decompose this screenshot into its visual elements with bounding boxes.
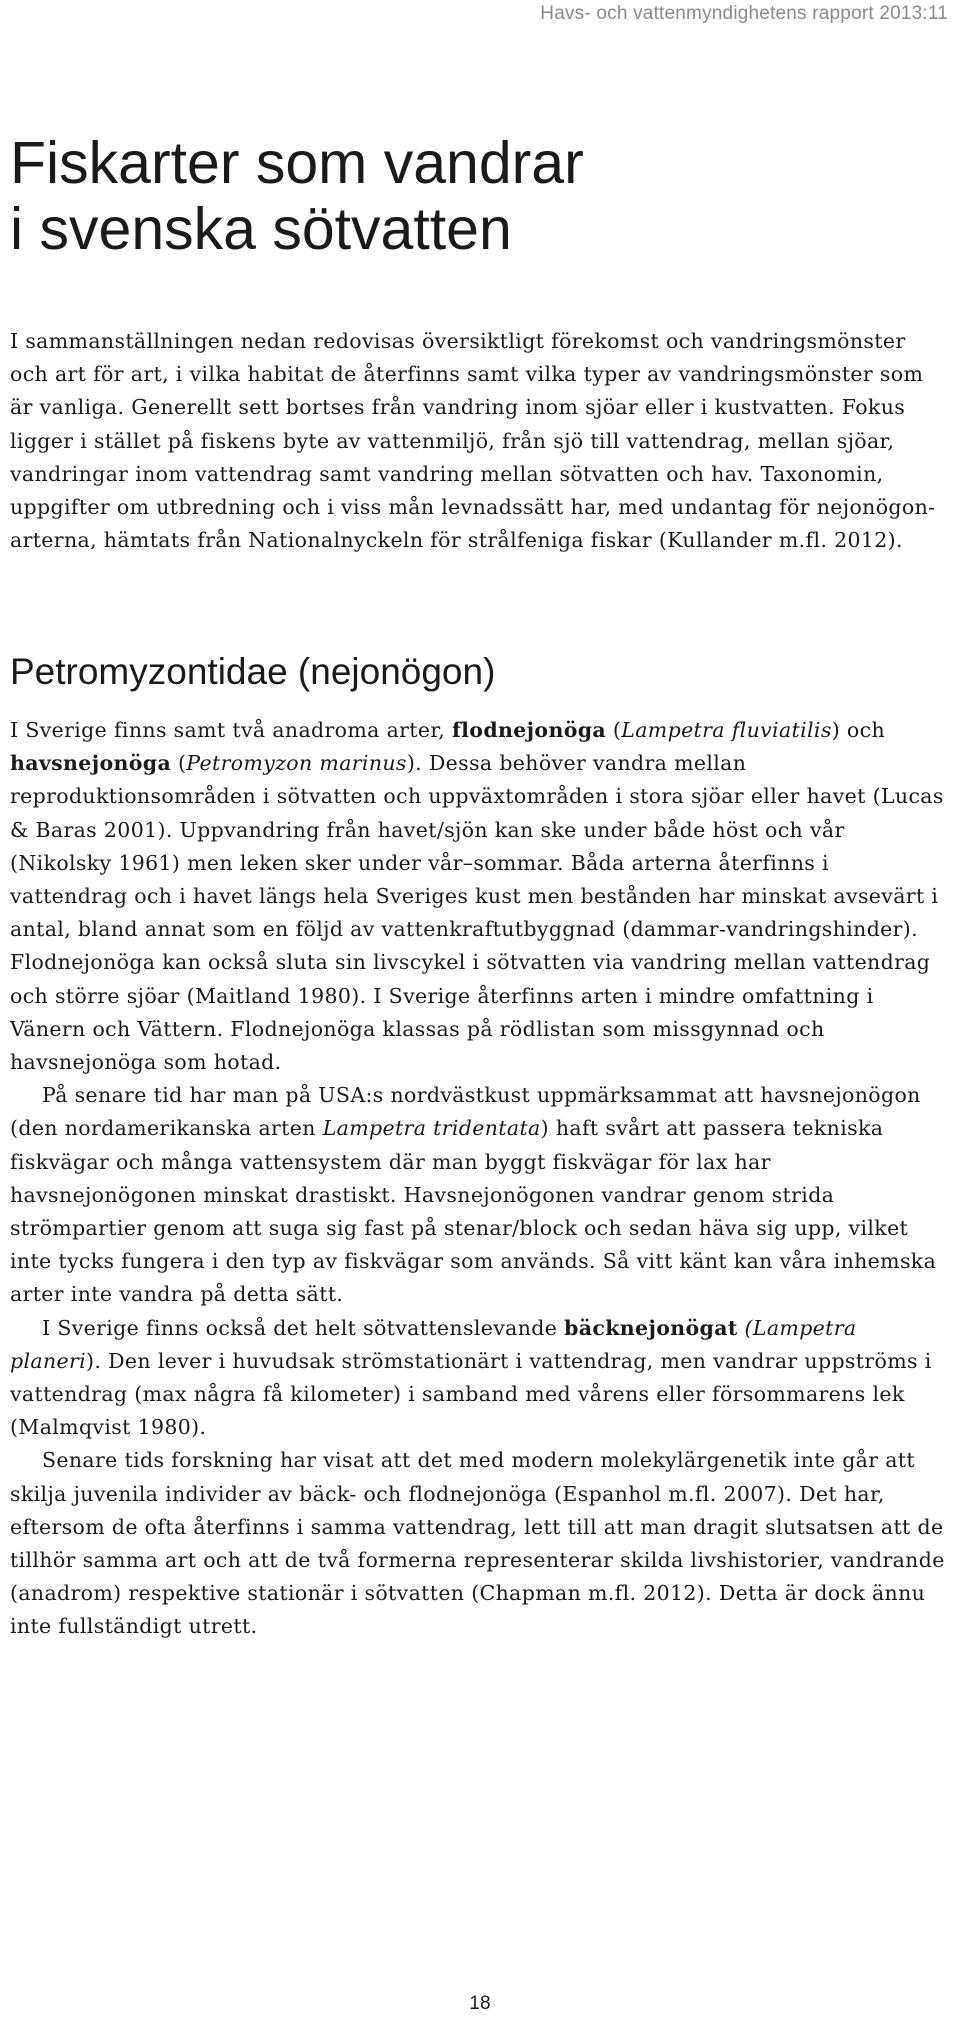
page-number: 18	[469, 1993, 491, 2014]
paragraph-3	[10, 1312, 945, 1445]
text-run: ). Den lever i huvudsak strömstationärt i vattendrag, men vandrar uppströms i vattendrag (max några få kilometer) i samband med vårens eller försommarens lek (Malmqvist 1980).	[10, 1348, 932, 1440]
section-body	[10, 714, 945, 1644]
paragraph-4: Senare tids forskning har visat att det med modern molekylärgenetik inte går att skilja juvenila individer av bäck- och flodnejonöga (Espanhol m.fl. 2007). Det har, eftersom de ofta återfinns i samma vattendrag, lett till att man dragit slutsatsen att de tillhör samma art och att de två formerna representerar skilda livshistorier, vandrande (anadrom) respektive stationär i sötvatten (Chapman m.fl. 2012). Detta är dock ännu inte fullständigt utrett.	[10, 1448, 945, 1639]
latin-name: Lampetra planeri	[10, 1315, 857, 1373]
text-run: ). Dessa behöver vandra mellan reproduktionsområden i sötvatten och uppväxtområden i stora sjöar eller havet (Lucas & Baras 2001). Uppvandring från havet/sjön kan ske under både höst och vår (Nikolsky 1961) men leken sker under vår–sommar. Båda arterna återfinns i vattendrag och i havet längs hela Sveriges kust men bestånden har minskat avsevärt i antal, bland annat som en följd av vattenkraftutbyggnad (dammar-vandringshinder). Flodnejonöga kan också sluta sin livscykel i sötvatten via vandring mellan vattendrag och större sjöar (Maitland 1980). I Sverige återfinns arten i mindre omfattning i Vänern och Vättern. Flodnejonöga klassas på rödlistan som missgynnad och havsnejonöga som hotad.	[10, 751, 944, 1075]
running-header: Havs- och vattenmyndighetens rapport 2013:11	[540, 3, 948, 24]
species-name-bold: havsnejonöga	[10, 751, 172, 776]
chapter-title	[10, 130, 910, 262]
text-run: (	[171, 751, 187, 776]
text-run: I Sverige finns samt två anadroma arter,	[10, 718, 452, 742]
text-run: (	[606, 718, 622, 742]
chapter-title-line-1: Fiskarter som vandrar	[10, 130, 584, 196]
latin-name: Lampetra fluviatilis	[621, 718, 832, 742]
latin-name: Lampetra tridentata	[322, 1116, 541, 1141]
section-heading: Petromyzontidae (nejonögon)	[10, 651, 496, 692]
paragraph-1	[10, 714, 945, 1079]
species-name-bold: flodnejonöga	[452, 718, 607, 742]
latin-name: Petromyzon marinus	[186, 751, 407, 776]
species-name-bold: bäcknejonögat	[564, 1315, 738, 1340]
intro-paragraph: I sammanställningen nedan redovisas översiktligt förekomst och vandringsmönster och art för art, i vilka habitat de återfinns samt vilka typer av vandringsmönster som är vanliga. Generellt sett bortses från vandring inom sjöar eller i kustvatten. Fokus ligger i stället på fiskens byte av vattenmiljö, från sjö till vattendrag, mellan sjöar, vandringar inom vattendrag samt vandring mellan sötvatten och hav. Taxonomin, uppgifter om utbredning och i viss mån levnadssätt har, med undantag för nejonögon-arterna, hämtats från Nationalnyckeln för strålfeniga fiskar (Kullander m.fl. 2012).	[10, 329, 936, 553]
text-run: I Sverige finns också det helt sötvattenslevande	[42, 1315, 565, 1340]
text-run: På senare tid har man på USA:s nordvästkust uppmärksammat att havsnejonögon (den nordamerikanska arten	[10, 1083, 921, 1141]
text-run: ) haft svårt att passera tekniska fiskvägar och många vattensystem där man byggt fiskvägar för lax har havsnejonögonen minskat drastiskt. Havsnejonögonen vandrar genom strida strömpartier genom att suga sig fast på stenar/block och sedan häva sig upp, vilket inte tycks fungera i den typ av fiskvägar som används. Så vitt känt kan våra inhemska arter inte vandra på detta sätt.	[10, 1116, 937, 1307]
paragraph-2	[10, 1079, 945, 1311]
chapter-title-line-2: i svenska sötvatten	[10, 196, 512, 262]
text-run: (	[737, 1315, 753, 1340]
text-run: ) och	[831, 718, 886, 742]
